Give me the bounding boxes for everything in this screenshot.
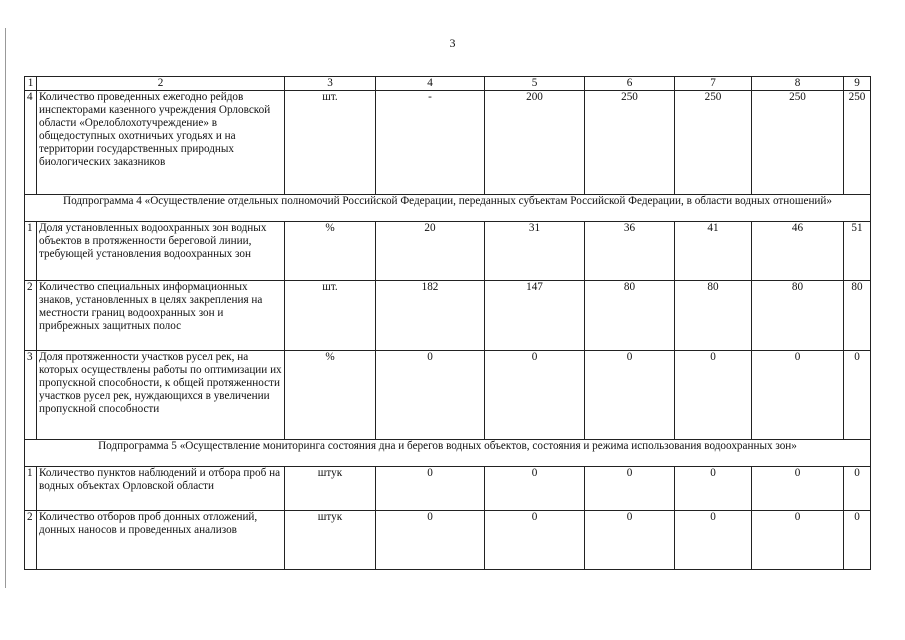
indicators-table [24,76,871,570]
value-col6: 250 [585,91,675,195]
row-number: 2 [25,281,37,351]
value-col6: 0 [585,511,675,570]
value-col5: 0 [485,467,585,511]
indicator-name: Количество отборов проб донных отложений, донных наносов и проведенных анализов [37,511,285,570]
subprogram-title: Подпрограмма 4 «Осуществление отдельных полномочий Российской Федерации, переданных субъектам Российской Федерации, в области водных отношений» [25,195,871,222]
value-col7: 0 [675,511,752,570]
column-number: 8 [752,77,844,91]
column-number: 3 [285,77,376,91]
unit: шт. [285,91,376,195]
value-col8: 250 [752,91,844,195]
column-number: 9 [844,77,871,91]
subprogram-title: Подпрограмма 5 «Осуществление мониторинга состояния дна и берегов водных объектов, состояния и режима использования водоохранных зон» [25,440,871,467]
row-number: 4 [25,91,37,195]
value-col7: 0 [675,467,752,511]
value-col4: 20 [376,222,485,281]
value-col8: 0 [752,351,844,440]
column-number: 4 [376,77,485,91]
column-number: 7 [675,77,752,91]
value-col9: 0 [844,351,871,440]
column-number: 6 [585,77,675,91]
value-col8: 0 [752,467,844,511]
indicator-name: Доля протяженности участков русел рек, на которых осуществлены работы по оптимизации их пропускной способности, к общей протяженности участков русел рек, нуждающихся в увеличении пропускной способности [37,351,285,440]
unit: % [285,222,376,281]
indicator-name: Количество проведенных ежегодно рейдов инспекторами казенного учреждения Орловской области «Орелоблохотучреждение» в общедоступных охотничьих угодьях и на территории государственных природных биологических заказников [37,91,285,195]
value-col8: 80 [752,281,844,351]
value-col7: 80 [675,281,752,351]
value-col5: 0 [485,511,585,570]
value-col5: 147 [485,281,585,351]
subprogram-row [25,440,871,467]
column-number: 5 [485,77,585,91]
value-col6: 36 [585,222,675,281]
value-col7: 41 [675,222,752,281]
value-col8: 0 [752,511,844,570]
value-col4: - [376,91,485,195]
table-row [25,91,871,195]
value-col9: 51 [844,222,871,281]
indicator-name: Количество пунктов наблюдений и отбора проб на водных объектах Орловской области [37,467,285,511]
value-col5: 0 [485,351,585,440]
value-col4: 0 [376,467,485,511]
page-number: 3 [449,36,456,50]
value-col6: 0 [585,467,675,511]
value-col9: 0 [844,467,871,511]
table-row [25,281,871,351]
row-number: 3 [25,351,37,440]
unit: штук [285,511,376,570]
column-number: 1 [25,77,37,91]
unit: штук [285,467,376,511]
row-number: 1 [25,467,37,511]
value-col5: 200 [485,91,585,195]
value-col6: 80 [585,281,675,351]
unit: шт. [285,281,376,351]
scan-edge-line [5,28,6,588]
table-row [25,467,871,511]
value-col6: 0 [585,351,675,440]
value-col9: 80 [844,281,871,351]
column-number: 2 [37,77,285,91]
indicator-name: Количество специальных информационных знаков, установленных в целях закрепления на местности границ водоохранных зон и прибрежных защитных полос [37,281,285,351]
value-col4: 182 [376,281,485,351]
value-col7: 0 [675,351,752,440]
value-col9: 0 [844,511,871,570]
value-col5: 31 [485,222,585,281]
table-row [25,511,871,570]
column-number-row [25,77,871,91]
row-number: 1 [25,222,37,281]
table-row [25,351,871,440]
indicator-name: Доля установленных водоохранных зон водных объектов в протяженности береговой линии, требующей установления водоохранных зон [37,222,285,281]
value-col7: 250 [675,91,752,195]
value-col4: 0 [376,351,485,440]
value-col4: 0 [376,511,485,570]
value-col9: 250 [844,91,871,195]
subprogram-row [25,195,871,222]
table-row [25,222,871,281]
value-col8: 46 [752,222,844,281]
row-number: 2 [25,511,37,570]
unit: % [285,351,376,440]
